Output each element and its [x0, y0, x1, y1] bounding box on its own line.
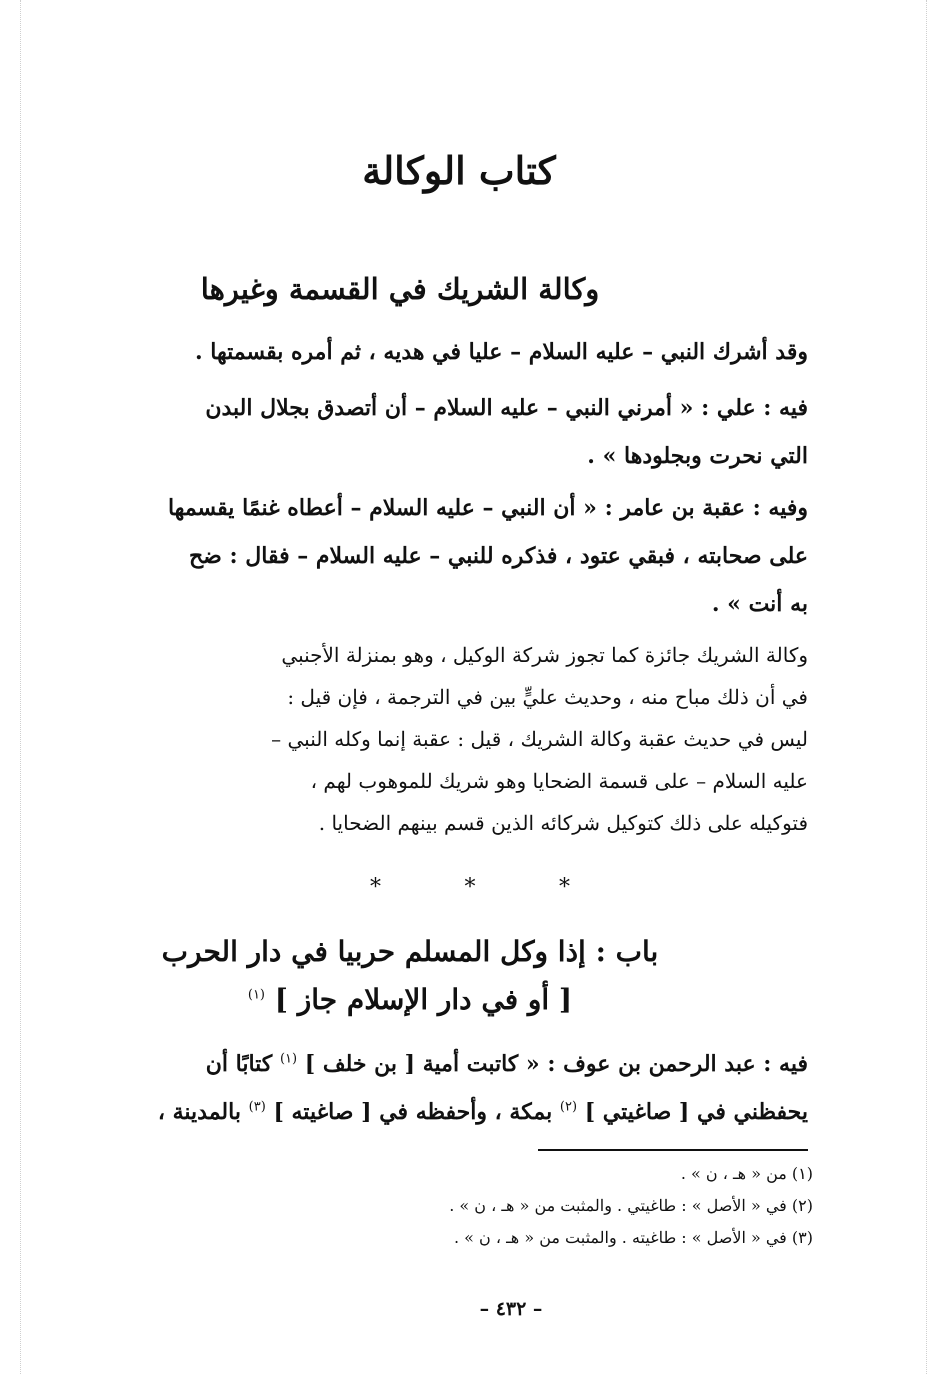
separator-star: *	[559, 875, 570, 900]
scan-dotted-line	[926, 0, 927, 1374]
scan-dotted-line	[20, 0, 21, 1374]
section-intro	[128, 328, 808, 376]
footnote-ref: (١)	[247, 987, 265, 1003]
text-line: على صحابته ، فبقي عتود ، فذكره للنبي – عليه السلام – فقال : ضح	[188, 543, 808, 569]
footnote-divider	[538, 1149, 808, 1151]
text-line: فتوكيله على ذلك كتوكيل شركائه الذين قسم بينهم الضحايا .	[318, 811, 808, 835]
text-line: فيه : عبد الرحمن بن عوف : « كاتبت أمية [ بن خلف ] $^{(١)}$ كتابًا أن	[205, 1051, 808, 1077]
section-title: وكالة الشريك في القسمة وغيرها	[200, 272, 600, 306]
hadith-ali	[128, 384, 808, 480]
text-line: يحفظني في [ صاغيتي ] $^{(٢)}$ بمكة ، وأحفظه في [ صاغيته ] $^{(٣)}$ بالمدينة ،	[157, 1099, 808, 1125]
text-line: في أن ذلك مباح منه ، وحديث عليٍّ بين في الترجمة ، فإن قيل :	[287, 685, 808, 709]
footnote: (١) من « هـ ، ن » .	[680, 1164, 813, 1183]
hadith-uqba	[128, 484, 808, 628]
book-title: كتاب الوكالة	[362, 148, 556, 193]
section-separator	[370, 875, 570, 900]
bab-subtitle: [ أو في دار الإسلام جاز ] $^{(١)}$	[247, 983, 573, 1016]
footnote-ref: (٣)	[248, 1099, 266, 1115]
text-line: وقد أشرك النبي – عليه السلام – عليا في هديه ، ثم أمره بقسمتها .	[194, 339, 808, 365]
footnotes	[213, 1158, 813, 1254]
hadith-abdulrahman	[128, 1040, 808, 1136]
separator-star: *	[464, 875, 476, 900]
bab-title: باب : إذا وكل المسلم حربيا في دار الحرب	[161, 935, 659, 968]
bab-heading	[150, 928, 670, 1024]
separator-star: *	[370, 875, 381, 900]
text-line: وفيه : عقبة بن عامر : « أن النبي – عليه السلام – أعطاه غنمًا يقسمها	[167, 495, 808, 521]
text-line: ليس في حديث عقبة وكالة الشريك ، قيل : عقبة إنما وكله النبي –	[271, 727, 808, 751]
footnote-ref: (١)	[279, 1051, 298, 1067]
commentary	[128, 634, 808, 844]
text-line: عليه السلام – على قسمة الضحايا وهو شريك للموهوب لهم ،	[310, 769, 808, 793]
footnote: (٢) في « الأصل » : طاغيتي . والمثبت من « هـ ، ن » .	[449, 1196, 813, 1215]
text-line: التي نحرت وبجلودها » .	[587, 443, 808, 469]
footnote-ref: (٢)	[559, 1099, 578, 1115]
page-number: – ٤٣٢ –	[479, 1298, 543, 1320]
footnote: (٣) في « الأصل » : طاغيته . والمثبت من « هـ ، ن » .	[453, 1228, 813, 1247]
text-line: فيه : علي : « أمرني النبي – عليه السلام – أن أتصدق بجلال البدن	[205, 395, 808, 421]
text-line: وكالة الشريك جائزة كما تجوز شركة الوكيل ، وهو بمنزلة الأجنبي	[281, 643, 808, 667]
text-line: به أنت » .	[711, 591, 808, 617]
